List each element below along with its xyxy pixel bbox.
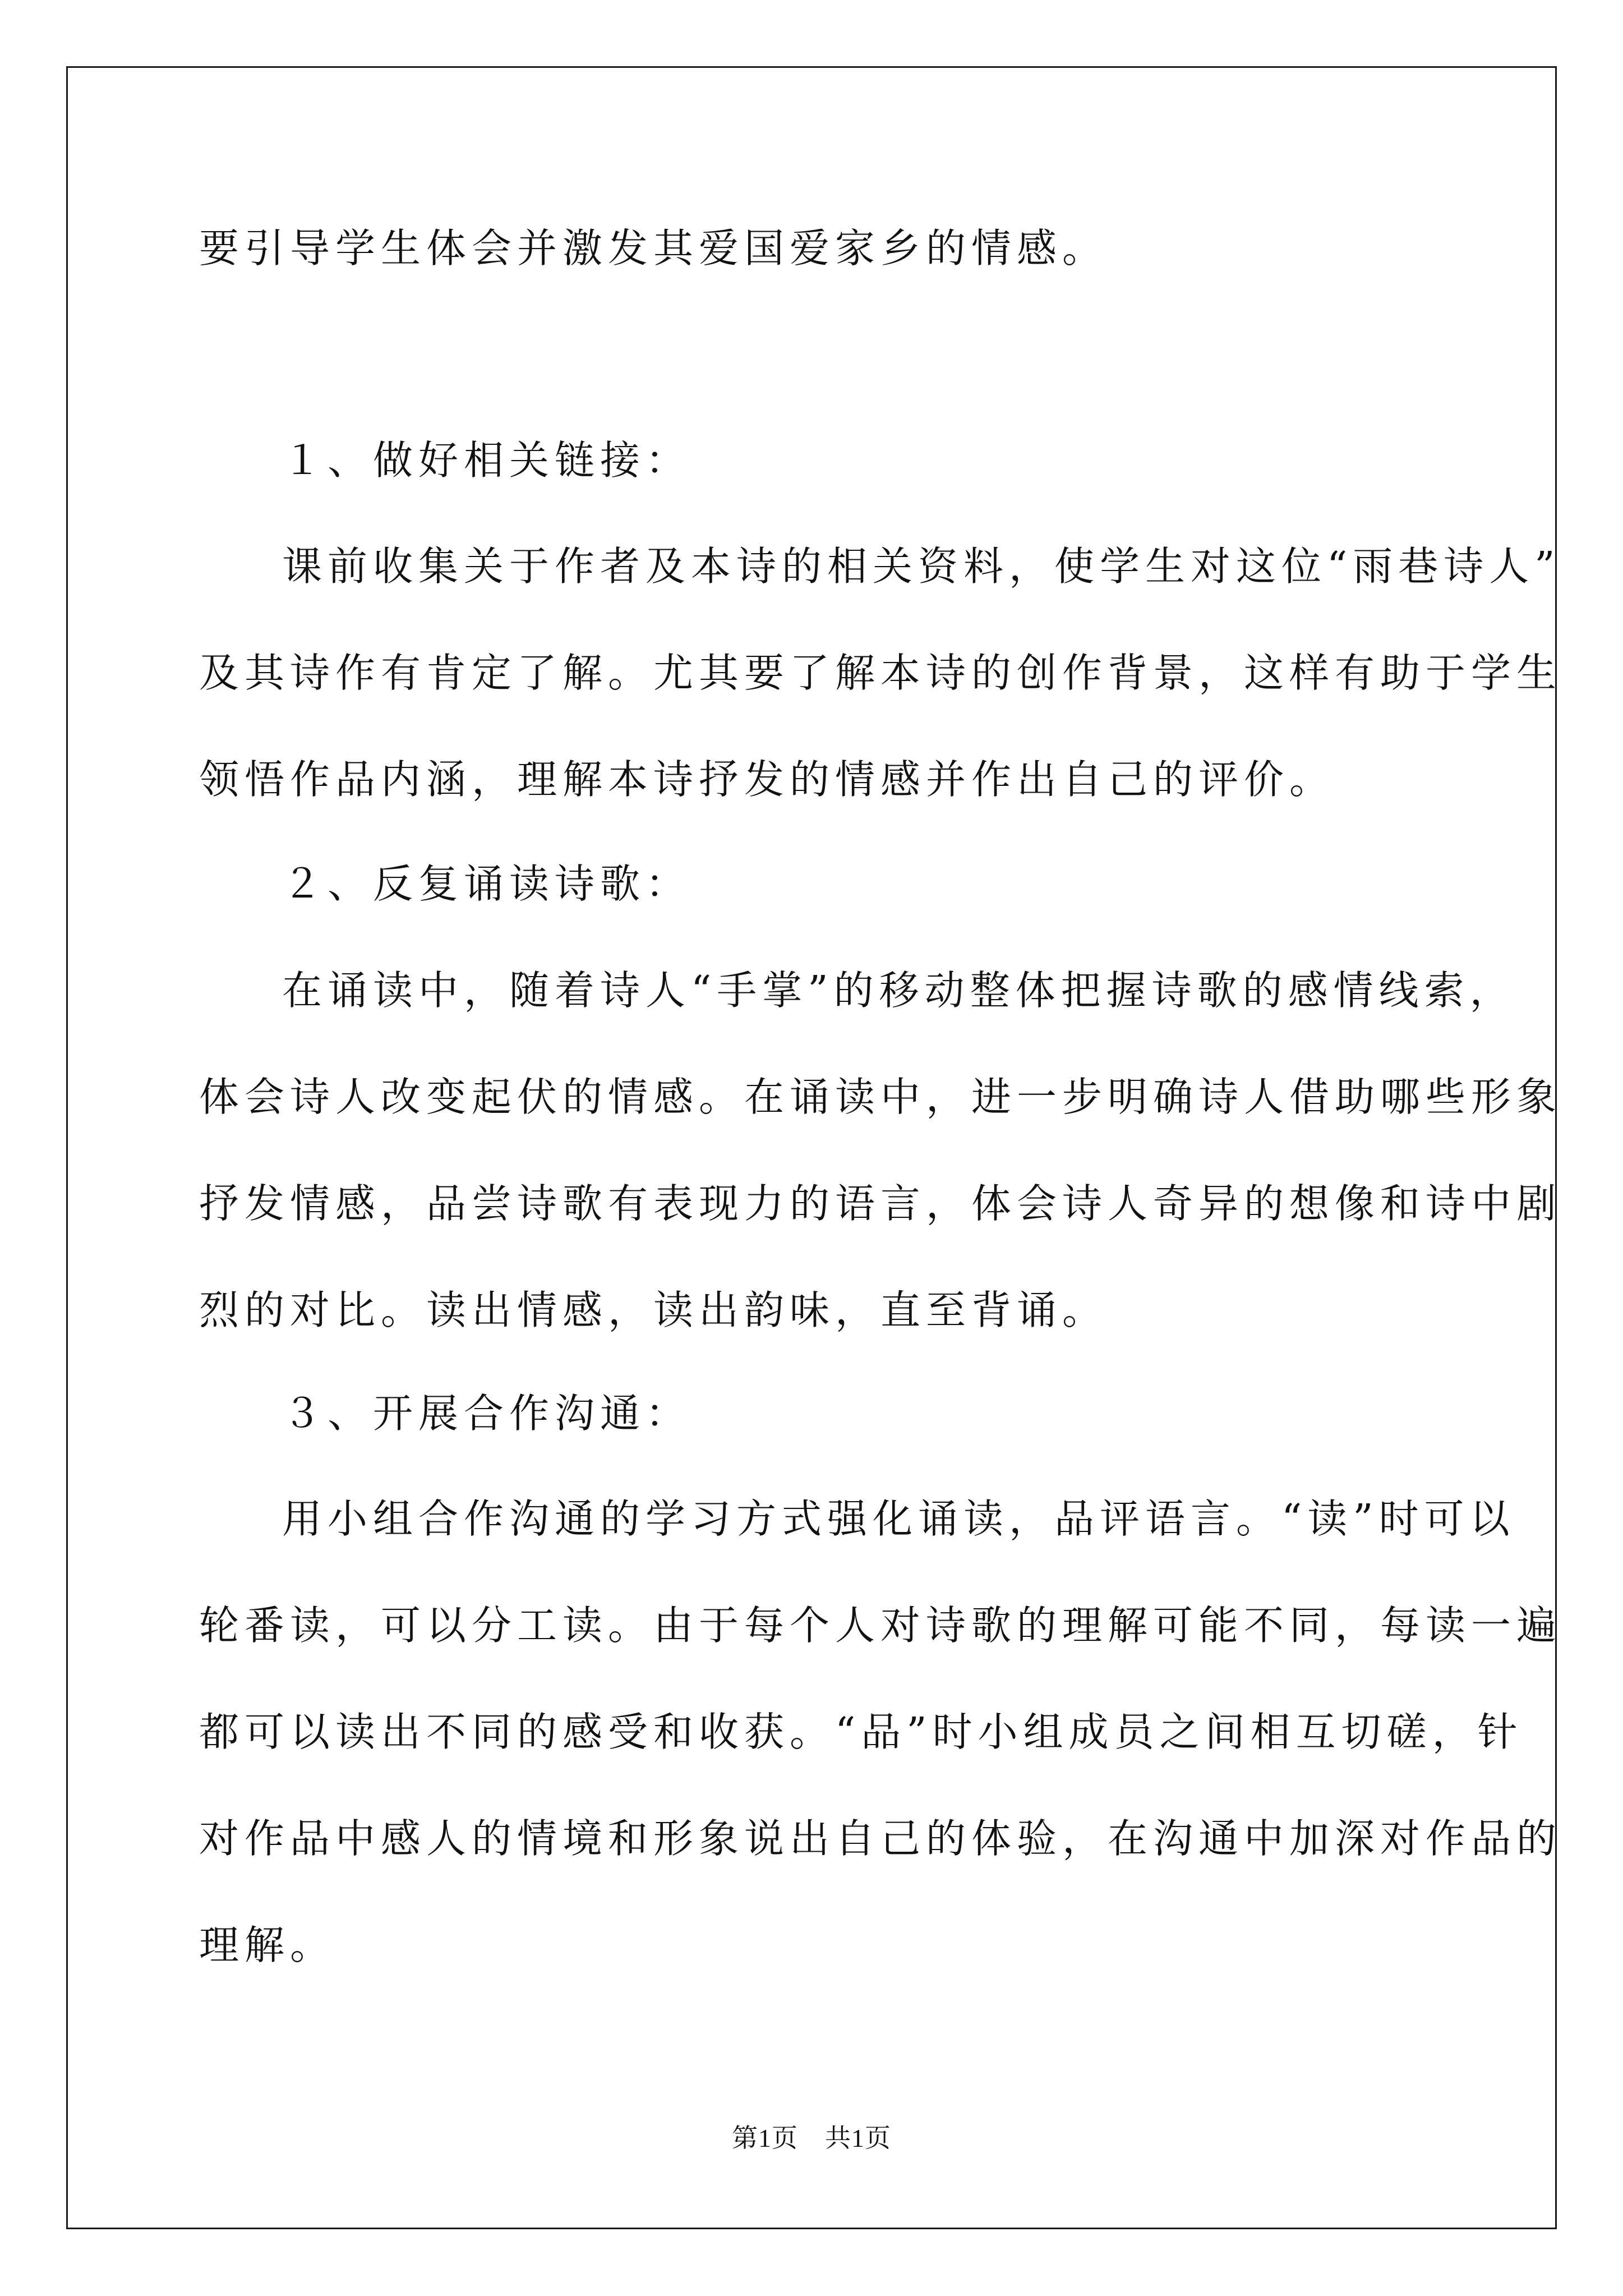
text-line: 理解。: [199, 1922, 336, 1968]
paragraph-heading-3: [199, 1387, 1455, 1440]
text-line: 都可以读出不同的感受和收获。“品”时小组成员之间相互切磋，针: [199, 1709, 1523, 1755]
paragraph-section-2: [199, 964, 1562, 1337]
section-heading: ２、反复诵读诗歌：: [282, 861, 691, 907]
text-line: 课前收集关于作者及本诗的相关资料，使学生对这位“雨巷诗人”: [282, 543, 1561, 590]
text-line: 领悟作品内涵，理解本诗抒发的情感并作出自己的评价。: [199, 756, 1335, 803]
page-footer: [0, 2118, 1623, 2155]
text-line: 及其诗作有肯定了解。尤其要了解本诗的创作背景，这样有助于学生: [199, 650, 1562, 696]
paragraph-section-3: [199, 1492, 1562, 1972]
paragraph-heading-1: [199, 434, 1455, 487]
page-total: 共1页: [825, 2124, 891, 2152]
section-heading: ３、开展合作沟通：: [282, 1390, 691, 1437]
text-line: 体会诗人改变起伏的情感。在诵读中，进一步明确诗人借助哪些形象: [199, 1074, 1562, 1120]
text-line: 烈的对比。读出情感，读出韵味，直至背诵。: [199, 1287, 1108, 1333]
text-line: 要引导学生体会并激发其爱国爱家乡的情感。: [199, 225, 1108, 272]
page-number: 第1页: [732, 2124, 798, 2152]
section-heading: １、做好相关链接：: [282, 437, 691, 484]
paragraph-intro-end: [199, 222, 1455, 275]
paragraph-heading-2: [199, 857, 1455, 910]
text-line: 抒发情感，品尝诗歌有表现力的语言，体会诗人奇异的想像和诗中剧: [199, 1180, 1562, 1227]
text-line: 在诵读中，随着诗人“手掌”的移动整体把握诗歌的感情线索，: [282, 967, 1515, 1014]
text-line: 轮番读，可以分工读。由于每个人对诗歌的理解可能不同，每读一遍: [199, 1602, 1562, 1649]
paragraph-section-1: [199, 540, 1562, 806]
text-line: 对作品中感人的情境和形象说出自己的体验，在沟通中加深对作品的: [199, 1815, 1562, 1862]
text-line: 用小组合作沟通的学习方式强化诵读，品评语言。“读”时可以: [282, 1496, 1515, 1542]
